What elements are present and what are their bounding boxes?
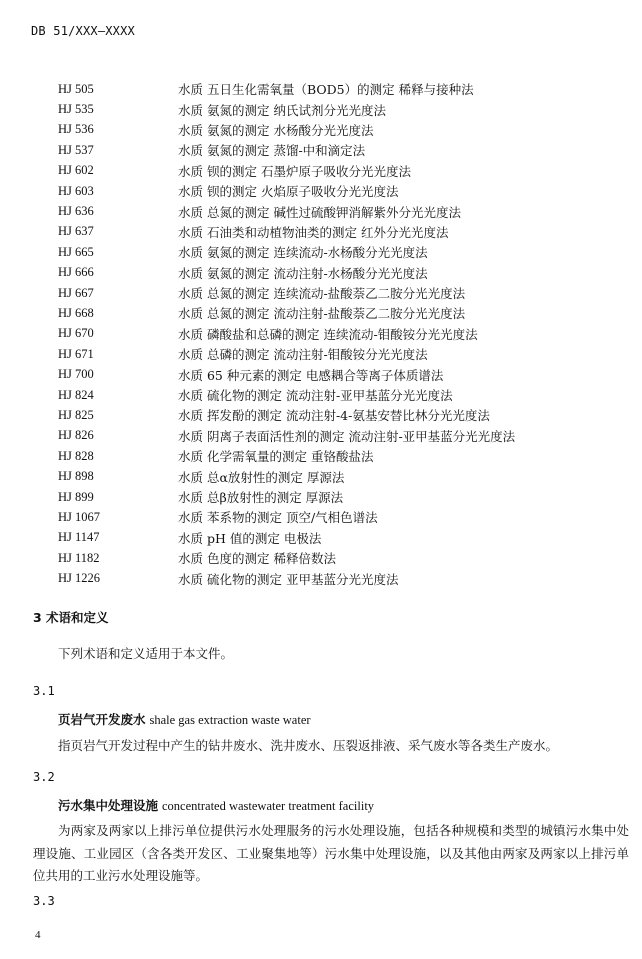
reference-code: HJ 826 <box>58 428 94 443</box>
page-number: 4 <box>35 929 41 941</box>
reference-code: HJ 636 <box>58 204 94 219</box>
reference-code: HJ 824 <box>58 387 94 402</box>
reference-title: 水质 总磷的测定 流动注射-钼酸铵分光光度法 <box>178 347 428 363</box>
term-name-en: concentrated wastewater treatment facility <box>162 799 375 813</box>
normative-references-list <box>58 79 515 589</box>
reference-title: 水质 钡的测定 火焰原子吸收分光光度法 <box>178 184 399 200</box>
term-definition: 指页岩气开发过程中产生的钻井废水、洗井废水、压裂返排液、采气废水等各类生产废水。 <box>58 738 559 753</box>
reference-title: 水质 色度的测定 稀释倍数法 <box>178 551 336 567</box>
reference-code: HJ 828 <box>58 448 94 463</box>
reference-row <box>58 426 515 446</box>
reference-code: HJ 505 <box>58 81 94 96</box>
reference-code: HJ 536 <box>58 122 94 137</box>
reference-code: HJ 671 <box>58 346 94 361</box>
reference-title: 水质 磷酸盐和总磷的测定 连续流动-钼酸铵分光光度法 <box>178 326 478 342</box>
reference-code: HJ 899 <box>58 489 94 504</box>
reference-title: 水质 总氮的测定 连续流动-盐酸萘乙二胺分光光度法 <box>178 286 466 302</box>
reference-row <box>58 446 515 466</box>
reference-title: 水质 五日生化需氧量（BOD5）的测定 稀释与接种法 <box>178 82 474 98</box>
reference-row <box>58 201 515 221</box>
reference-title: 水质 pH 值的测定 电极法 <box>178 530 322 546</box>
reference-title: 水质 硫化物的测定 亚甲基蓝分光光度法 <box>178 571 399 587</box>
term-entry <box>58 710 311 728</box>
reference-title: 水质 总α放射性的测定 厚源法 <box>178 469 345 485</box>
reference-row <box>58 528 515 548</box>
reference-row <box>58 161 515 181</box>
reference-title: 水质 阴离子表面活性剂的测定 流动注射-亚甲基蓝分光光度法 <box>178 428 516 444</box>
reference-code: HJ 637 <box>58 224 94 239</box>
term-number: 3.3 <box>33 894 55 908</box>
reference-row <box>58 364 515 384</box>
reference-code: HJ 667 <box>58 285 94 300</box>
reference-row <box>58 487 515 507</box>
reference-code: HJ 602 <box>58 163 94 178</box>
reference-code: HJ 668 <box>58 305 94 320</box>
reference-title: 水质 氨氮的测定 连续流动-水杨酸分光光度法 <box>178 245 428 261</box>
reference-title: 水质 氨氮的测定 流动注射-水杨酸分光光度法 <box>178 265 428 281</box>
reference-row <box>58 548 515 568</box>
reference-code: HJ 666 <box>58 265 94 280</box>
reference-code: HJ 700 <box>58 367 94 382</box>
reference-title: 水质 硫化物的测定 流动注射-亚甲基蓝分光光度法 <box>178 388 453 404</box>
reference-row <box>58 344 515 364</box>
term-definition: 为两家及两家以上排污单位提供污水处理服务的污水处理设施，包括各种规模和类型的城镇污水集中处理设施、工业园区（含各类开发区、工业聚集地等）污水集中处理设施，以及其他由两家及两家以上排污单位共用的工业污水处理设施等。 <box>33 823 629 883</box>
reference-title: 水质 总氮的测定 流动注射-盐酸萘乙二胺分光光度法 <box>178 306 466 322</box>
reference-title: 水质 总氮的测定 碱性过硫酸钾消解紫外分光光度法 <box>178 204 461 220</box>
reference-title: 水质 总β放射性的测定 厚源法 <box>178 490 344 505</box>
reference-code: HJ 1147 <box>58 530 100 545</box>
reference-row <box>58 140 515 160</box>
reference-title: 水质 氨氮的测定 纳氏试剂分光光度法 <box>178 102 386 118</box>
reference-row <box>58 79 515 99</box>
reference-code: HJ 535 <box>58 102 94 117</box>
reference-row <box>58 99 515 119</box>
reference-code: HJ 665 <box>58 244 94 259</box>
reference-row <box>58 507 515 527</box>
reference-title: 水质 苯系物的测定 顶空/气相色谱法 <box>178 510 378 526</box>
reference-row <box>58 303 515 323</box>
reference-row <box>58 405 515 425</box>
term-name-zh: 页岩气开发废水 <box>58 712 146 727</box>
reference-code: HJ 603 <box>58 183 94 198</box>
reference-row <box>58 385 515 405</box>
reference-row <box>58 242 515 262</box>
section-intro: 下列术语和定义适用于本文件。 <box>58 646 234 661</box>
reference-row <box>58 324 515 344</box>
reference-code: HJ 1182 <box>58 550 100 565</box>
section-heading: 3 术语和定义 <box>33 610 109 625</box>
document-id: DB 51/XXX—XXXX <box>31 24 135 38</box>
reference-row <box>58 466 515 486</box>
reference-title: 水质 65 种元素的测定 电感耦合等离子体质谱法 <box>178 367 444 383</box>
reference-row <box>58 120 515 140</box>
reference-title: 水质 化学需氧量的测定 重铬酸盐法 <box>178 449 374 465</box>
reference-title: 水质 氨氮的测定 水杨酸分光光度法 <box>178 122 374 138</box>
reference-code: HJ 537 <box>58 142 94 157</box>
reference-code: HJ 825 <box>58 407 94 422</box>
term-name-en: shale gas extraction waste water <box>149 713 311 727</box>
term-name-zh: 污水集中处理设施 <box>58 798 159 813</box>
reference-title: 水质 钡的测定 石墨炉原子吸收分光光度法 <box>178 163 411 179</box>
reference-code: HJ 1226 <box>58 571 101 586</box>
reference-title: 水质 石油类和动植物油类的测定 红外分光光度法 <box>178 224 449 240</box>
reference-title: 水质 挥发酚的测定 流动注射-4-氨基安替比林分光光度法 <box>178 408 490 424</box>
reference-code: HJ 670 <box>58 326 94 341</box>
term-entry <box>58 796 374 814</box>
reference-row <box>58 222 515 242</box>
term-number: 3.1 <box>33 684 55 698</box>
reference-code: HJ 1067 <box>58 509 101 524</box>
reference-row <box>58 181 515 201</box>
reference-row <box>58 283 515 303</box>
term-number: 3.2 <box>33 770 55 784</box>
reference-row <box>58 568 515 588</box>
reference-code: HJ 898 <box>58 469 94 484</box>
reference-title: 水质 氨氮的测定 蒸馏-中和滴定法 <box>178 143 366 159</box>
reference-row <box>58 263 515 283</box>
